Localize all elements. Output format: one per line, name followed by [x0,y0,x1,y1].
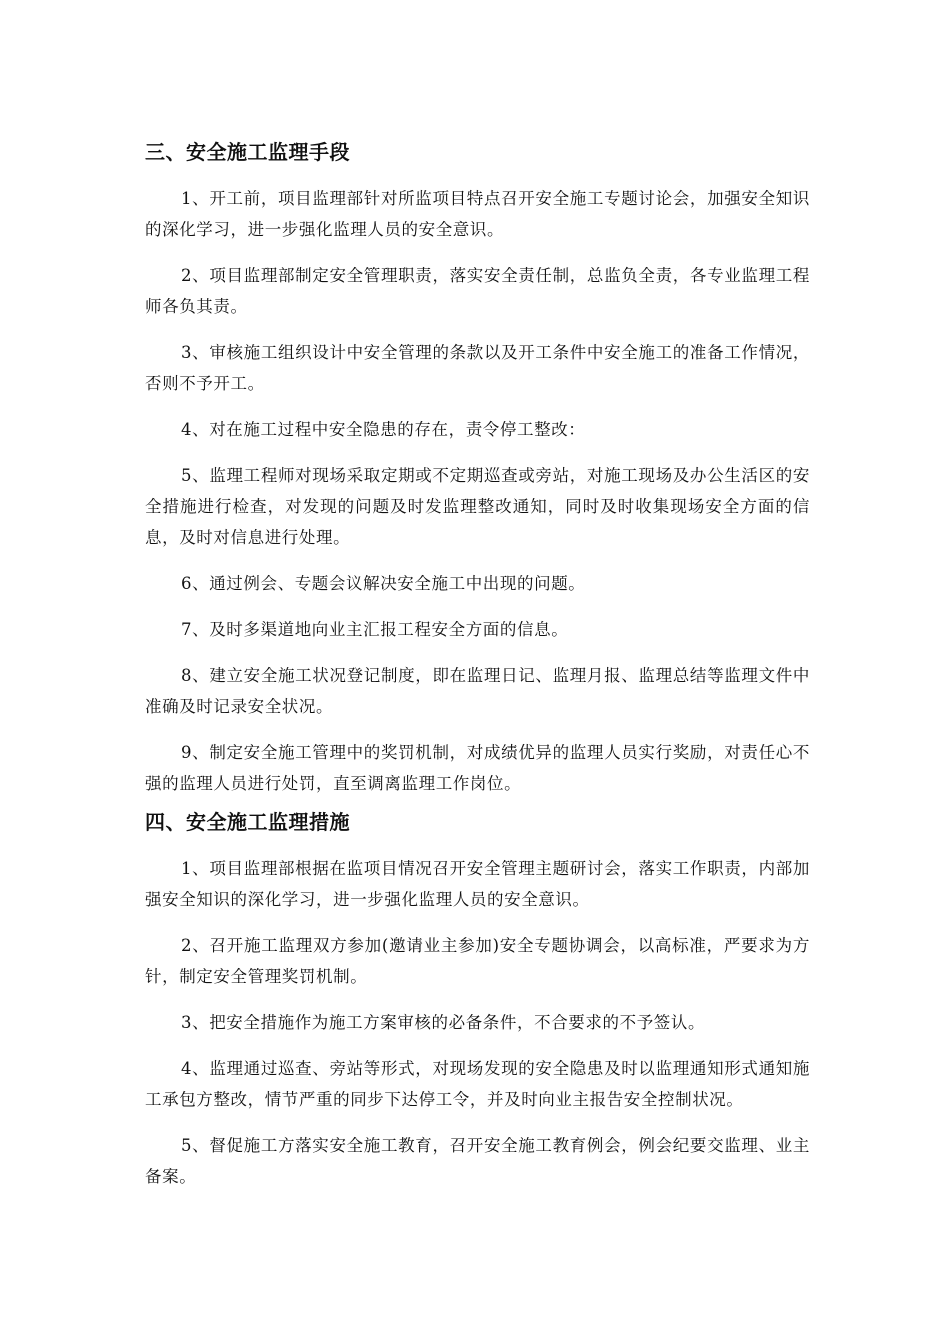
paragraph: 2、项目监理部制定安全管理职责，落实安全责任制，总监负全责，各专业监理工程师各负其责。 [145,266,810,316]
paragraph: 8、建立安全施工状况登记制度，即在监理日记、监理月报、监理总结等监理文件中准确及时记录安全状况。 [145,666,810,716]
paragraph: 3、把安全措施作为施工方案审核的必备条件，不合要求的不予签认。 [181,1013,706,1032]
paragraph: 1、项目监理部根据在监项目情况召开安全管理主题研讨会，落实工作职责，内部加强安全知识的深化学习，进一步强化监理人员的安全意识。 [145,859,810,909]
section-heading: 四、安全施工监理措施 [145,810,350,834]
section-safety-supervision-means [145,138,810,814]
paragraph: 9、制定安全施工管理中的奖罚机制，对成绩优异的监理人员实行奖励，对责任心不强的监理人员进行处罚，直至调离监理工作岗位。 [145,743,810,793]
paragraph: 5、监理工程师对现场采取定期或不定期巡查或旁站，对施工现场及办公生活区的安全措施进行检查，对发现的问题及时发监理整改通知，同时及时收集现场安全方面的信息，及时对信息进行处理。 [145,466,810,547]
paragraph: 7、及时多渠道地向业主汇报工程安全方面的信息。 [181,620,569,639]
paragraph: 4、对在施工过程中安全隐患的存在，责令停工整改： [181,420,586,439]
paragraph: 1、开工前，项目监理部针对所监项目特点召开安全施工专题讨论会，加强安全知识的深化学习，进一步强化监理人员的安全意识。 [145,189,810,239]
paragraph: 5、督促施工方落实安全施工教育，召开安全施工教育例会，例会纪要交监理、业主备案。 [145,1136,810,1186]
section-safety-supervision-measures [145,808,810,1207]
paragraph: 6、通过例会、专题会议解决安全施工中出现的问题。 [181,574,586,593]
paragraph: 2、召开施工监理双方参加(邀请业主参加)安全专题协调会，以高标准，严要求为方针，制定安全管理奖罚机制。 [145,936,810,986]
section-heading: 三、安全施工监理手段 [145,140,350,164]
paragraph: 4、监理通过巡查、旁站等形式，对现场发现的安全隐患及时以监理通知形式通知施工承包方整改，情节严重的同步下达停工令，并及时向业主报告安全控制状况。 [145,1059,810,1109]
paragraph: 3、审核施工组织设计中安全管理的条款以及开工条件中安全施工的准备工作情况，否则不予开工。 [145,343,810,393]
